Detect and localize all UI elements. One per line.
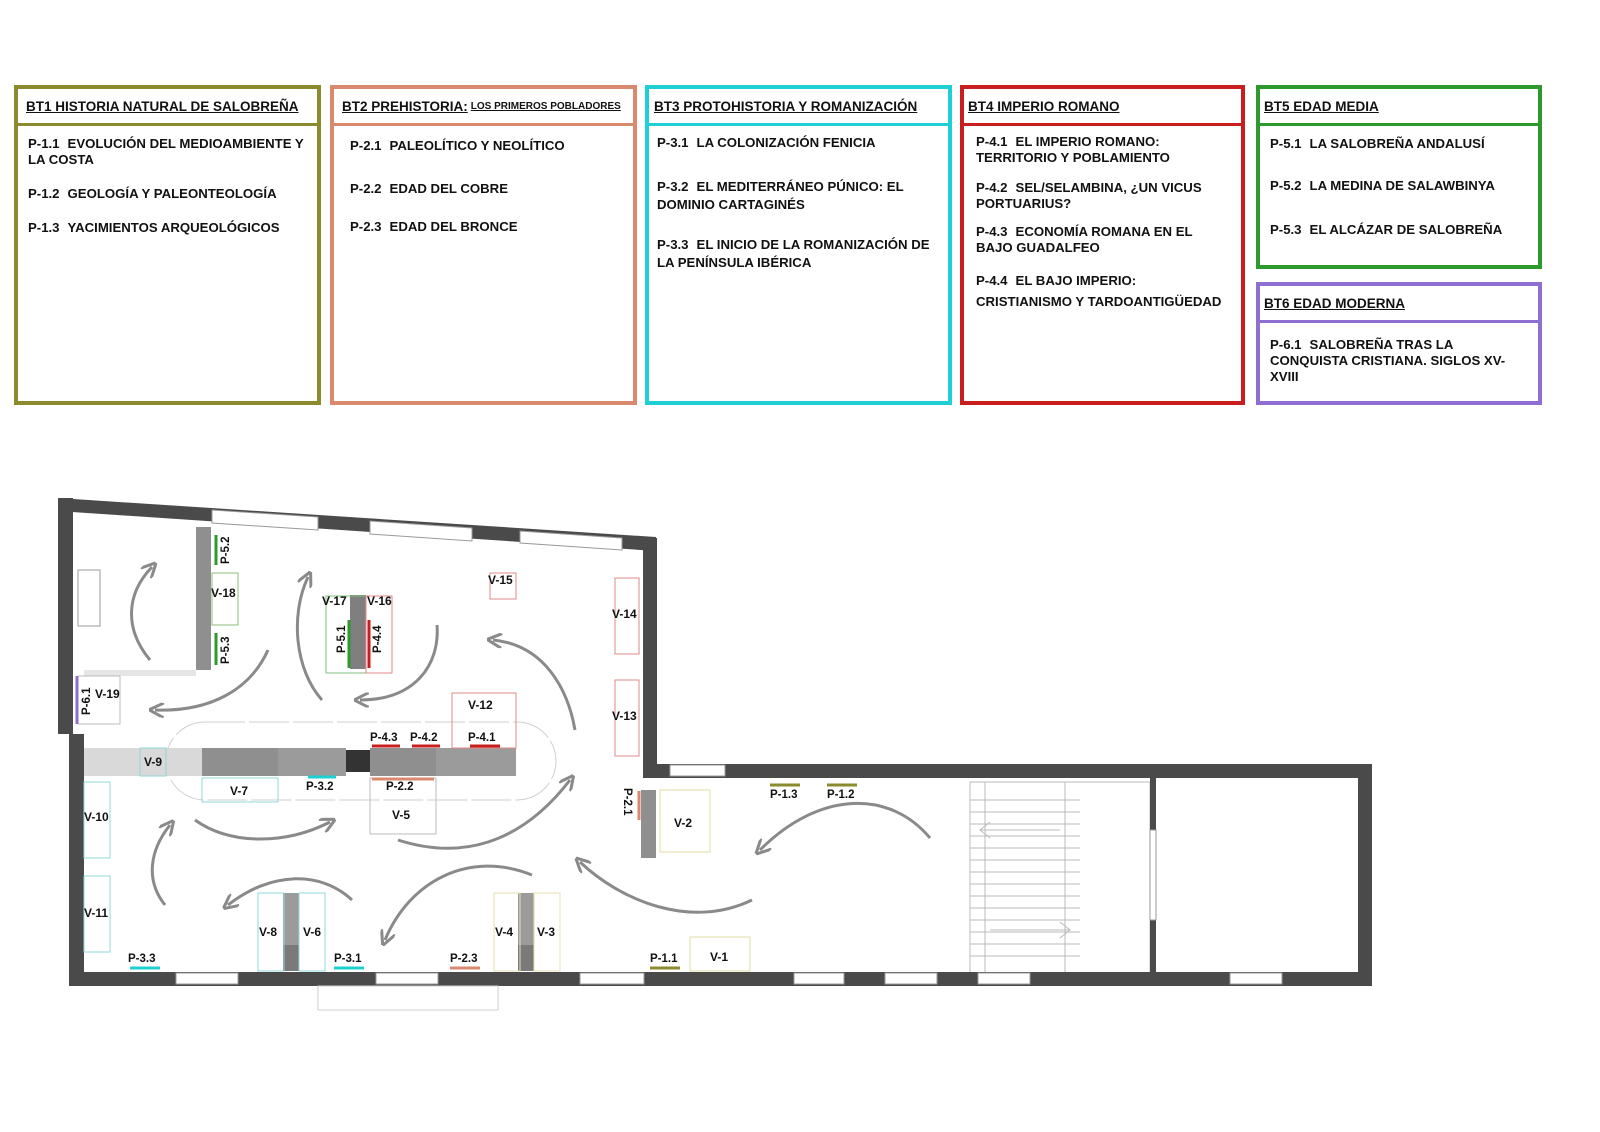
vitrine-label: V-1	[710, 950, 729, 964]
vitrine-label: V-5	[392, 808, 411, 822]
vitrine-label: V-7	[230, 784, 249, 798]
legend-item: P-4.3 ECONOMÍA ROMANA EN EL BAJO GUADALFEO	[976, 224, 1193, 255]
panel-label: P-5.2	[220, 536, 232, 564]
panel-label: P-4.3	[370, 732, 398, 744]
panel-label: P-3.2	[306, 781, 334, 793]
balcony	[318, 986, 498, 1010]
legend-item: P-4.2 SEL/SELAMBINA, ¿UN VICUS PORTUARIUS?	[976, 180, 1202, 211]
panel-label: P-5.1	[336, 625, 348, 653]
walls	[58, 498, 1372, 986]
legend-item: P-5.1 LA SALOBREÑA ANDALUSÍ	[1270, 136, 1485, 151]
legend-item: P-2.3 EDAD DEL BRONCE	[350, 219, 518, 234]
panel-label: P-2.2	[386, 781, 414, 793]
panel-label: P-1.1	[650, 953, 678, 965]
vitrine-label: V-19	[95, 687, 120, 701]
vitrine-label: V-18	[211, 586, 236, 600]
legend-item: P-1.2 GEOLOGÍA Y PALEONTEOLOGÍA	[28, 186, 277, 201]
panel-label: P-2.1	[621, 788, 633, 816]
vitrine-label: V-2	[674, 816, 693, 830]
legend-item: P-6.1 SALOBREÑA TRAS LA CONQUISTA CRISTIANA. SIGLOS XV-XVIII	[1270, 337, 1506, 384]
legend-box-title: BT6 EDAD MODERNA	[1260, 286, 1538, 323]
panel-label: P-2.3	[450, 953, 478, 965]
partition-wall	[196, 527, 211, 670]
vitrine-label: V-9	[144, 755, 163, 769]
vitrine-label: V-13	[612, 709, 637, 723]
legend-item: P-5.2 LA MEDINA DE SALAWBINYA	[1270, 178, 1495, 193]
legend-item: P-2.1 PALEOLÍTICO Y NEOLÍTICO	[350, 138, 565, 153]
legend-item: P-1.1 EVOLUCIÓN DEL MEDIOAMBIENTE Y LA COSTA	[28, 136, 304, 167]
vitrine-label: V-8	[259, 925, 278, 939]
legend-item: P-3.1 LA COLONIZACIÓN FENICIA	[657, 135, 876, 150]
panel-label: P-1.2	[827, 789, 855, 801]
partition-wall	[84, 670, 196, 676]
vitrine-outline	[78, 570, 100, 626]
legend-item: P-3.3 EL INICIO DE LA ROMANIZACIÓN DE LA PENÍNSULA IBÉRICA	[657, 237, 930, 270]
panel-label: P-3.1	[334, 953, 362, 965]
vitrine-label: V-15	[488, 573, 513, 587]
partition-wall	[350, 595, 366, 669]
legend-item: P-3.2 EL MEDITERRÁNEO PÚNICO: EL DOMINIO CARTAGINÉS	[657, 179, 904, 212]
legend-item: P-1.3 YACIMIENTOS ARQUEOLÓGICOS	[28, 220, 280, 235]
legend-item: P-5.3 EL ALCÁZAR DE SALOBREÑA	[1270, 222, 1503, 237]
vitrine-label: V-12	[468, 698, 493, 712]
legend-box-title: BT5 EDAD MEDIA	[1260, 89, 1538, 126]
legend-item: P-2.2 EDAD DEL COBRE	[350, 181, 508, 196]
vitrine-label: V-17	[322, 594, 347, 608]
panel-label: P-1.3	[770, 789, 798, 801]
stairs	[970, 782, 1150, 974]
legend-box-title: BT3 PROTOHISTORIA Y ROMANIZACIÓN	[649, 89, 948, 126]
panel-label: P-5.3	[220, 636, 232, 664]
legend-item: P-4.1 EL IMPERIO ROMANO: TERRITORIO Y POBLAMIENTO	[976, 134, 1170, 165]
legend-box-title: BT1 HISTORIA NATURAL DE SALOBREÑA	[18, 89, 317, 126]
vitrine-label: V-3	[537, 925, 556, 939]
panel-label: P-4.2	[410, 732, 438, 744]
partition-wall	[641, 790, 656, 858]
legend-item: P-4.4 EL BAJO IMPERIO: CRISTIANISMO Y TARDOANTIGÜEDAD	[976, 273, 1222, 309]
windows	[176, 510, 1282, 984]
vitrine-label: V-6	[303, 925, 322, 939]
vitrine-label: V-10	[84, 810, 109, 824]
vitrine-label: V-11	[84, 906, 109, 920]
panel-label: P-3.3	[128, 953, 156, 965]
partition-wall	[283, 945, 299, 971]
vitrine-label: V-16	[367, 594, 392, 608]
legend-box-title: BT2 PREHISTORIA: LOS PRIMEROS POBLADORES	[334, 89, 633, 126]
panel-label: P-4.1	[468, 732, 496, 744]
legend-box-title: BT4 IMPERIO ROMANO	[964, 89, 1241, 126]
vitrine-label: V-14	[612, 607, 637, 621]
panel-label: P-4.4	[372, 625, 384, 653]
panel-label: P-6.1	[81, 687, 93, 715]
vitrine-label: V-4	[495, 925, 514, 939]
